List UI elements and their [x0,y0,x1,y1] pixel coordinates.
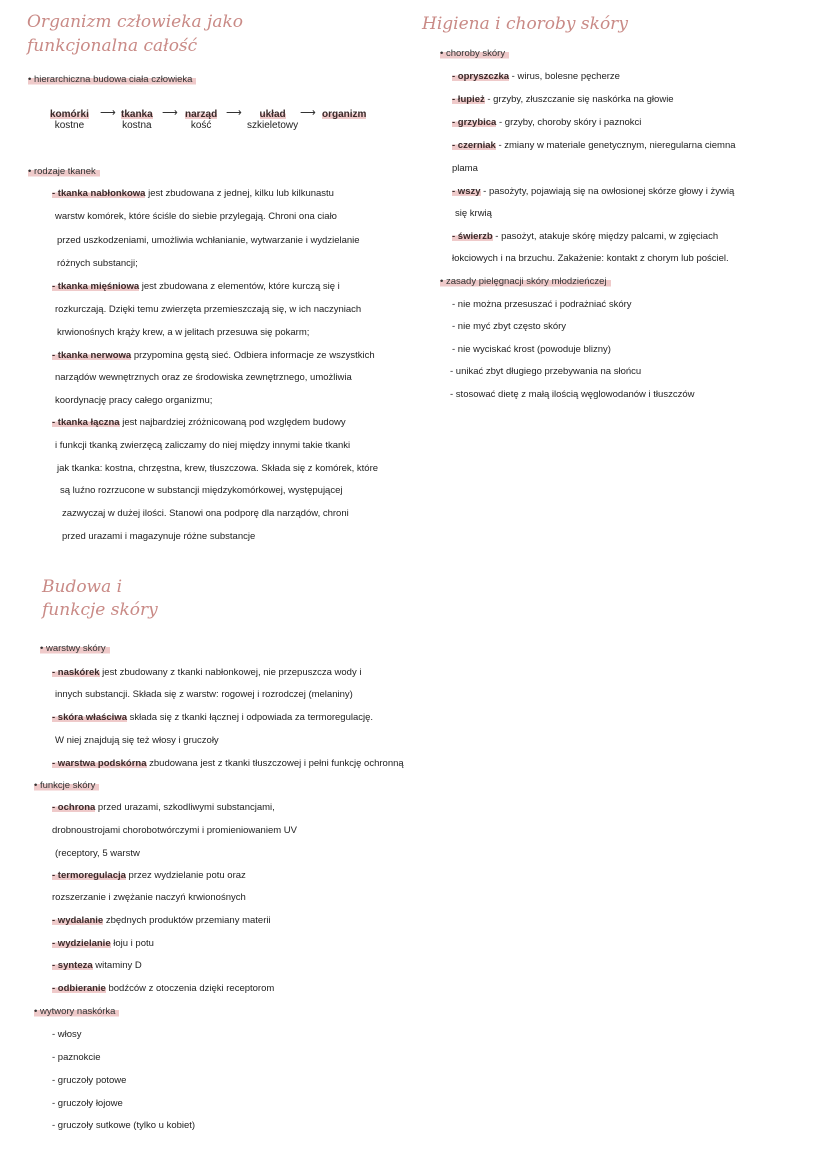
line-text: - nie myć zbyt często skóry [452,321,567,332]
section-title-organism-2: funkcjonalna całość [27,36,198,56]
highlighted-term: - czerniak [452,140,496,151]
note-line [450,366,641,378]
line-text: - stosować dietę z małą ilością węglowodanów i tłuszczów [450,389,695,400]
line-text: przypomina gęstą sieć. Odbiera informacje ze wszystkich [131,350,375,361]
line-text: przez wydzielanie potu oraz [125,870,246,881]
note-line [55,372,352,384]
note-line [52,417,346,429]
diagram-node: narząd [185,109,218,120]
highlighted-term: - wszy [452,186,481,197]
line-text: łoju i potu [110,938,154,949]
line-text: przed uszkodzeniami, umożliwia wchłanianie, wytwarzanie i wydzielanie [57,235,360,246]
line-text: jest zbudowana z jednej, kilku lub kilkunastu [145,188,334,199]
note-line [52,825,297,837]
arrow-icon: ⟶ [300,107,316,119]
heading-diseases: • choroby skóry [440,48,509,59]
note-line [452,163,478,175]
line-text: się krwią [455,208,492,219]
line-text: narządów wewnętrznych oraz ze środowiska zewnętrznego, umożliwia [55,372,352,383]
highlighted-term: - tkanka nerwowa [52,350,132,361]
line-text: rozkurczają. Dzięki temu zwierzęta przemieszczają się, w ich naczyniach [55,304,362,315]
line-text: - unikać zbyt długiego przebywania na słońcu [450,366,642,377]
note-line [55,304,361,316]
diagram-sub: kość [190,120,212,131]
heading-hierarchy: • hierarchiczna budowa ciała człowieka [28,74,196,85]
section-title-hygiene: Higiena i choroby skóry [422,14,628,34]
note-line [52,712,373,724]
line-text: plama [452,163,478,174]
line-text: są luźno rozrzucone w substancji międzykomórkowej, występującej [60,485,343,496]
highlighted-term: - opryszczka [452,71,510,82]
line-text: warstw komórek, które ściśle do siebie przylegają. Chroni ona ciało [55,211,337,222]
note-line [55,395,212,407]
note-line [55,735,219,747]
line-text: i funkcji tkanką zwierzęcą zaliczamy do niej między innymi takie tkanki [55,440,351,451]
heading-care: • zasady pielęgnacji skóry młodzieńczej [440,276,611,287]
line-text: krwionośnych krąży krew, a w jelitach przesuwa się pokarm; [57,327,310,338]
note-line [452,117,641,129]
note-line [452,299,632,311]
line-text: koordynację pracy całego organizmu; [55,395,213,406]
highlighted-term: - świerzb [452,231,493,242]
line-text: innych substancji. Składa się z warstw: rogowej i rozrodczej (melaniny) [55,689,353,700]
note-line [452,321,566,333]
highlighted-term: - termoregulacja [52,870,126,881]
highlighted-term: - tkanka łączna [52,417,120,428]
note-line [52,1052,101,1064]
line-text: zazwyczaj w dużej ilości. Stanowi ona podporę dla narządów, chroni [62,508,349,519]
line-text: - gruczoły łojowe [52,1098,123,1109]
note-line [452,94,674,106]
highlighted-term: - synteza [52,960,93,971]
heading-tissues: • rodzaje tkanek [28,166,100,177]
highlighted-term: - ochrona [52,802,96,813]
line-text: przed urazami, szkodliwymi substancjami, [95,802,275,813]
line-text: jak tkanka: kostna, chrzęstna, krew, tłuszczowa. Składa się z komórek, które [57,463,379,474]
line-text: (receptory, 5 warstw [55,848,140,859]
highlighted-term: - wydalanie [52,915,104,926]
highlighted-term: - skóra właściwa [52,712,127,723]
note-line [55,440,350,452]
note-line [52,1075,126,1087]
diagram-node: tkanka [121,109,153,120]
heading-functions: • funkcje skóry [34,780,99,791]
note-line [52,350,375,362]
diagram-sub: szkieletowy [247,120,299,131]
line-text: witaminy D [92,960,142,971]
note-line [55,848,140,860]
highlighted-term: - wydzielanie [52,938,111,949]
note-line [52,938,154,950]
note-line [62,508,349,520]
note-line [52,1120,195,1132]
diagram-sub: kostne [54,120,85,131]
highlighted-term: - naskórek [52,667,100,678]
note-line [60,485,342,497]
highlighted-term: - tkanka nabłonkowa [52,188,146,199]
section-title-skin: Budowa i [42,577,123,597]
highlighted-term: - łupież [452,94,485,105]
line-text: różnych substancji; [57,258,138,269]
note-line [52,960,142,972]
line-text: - nie można przesuszać i podrażniać skóry [452,299,632,310]
diagram-node: komórki [50,109,89,120]
arrow-icon: ⟶ [226,107,242,119]
note-line [452,186,734,198]
note-line [52,1029,82,1041]
line-text: - grzyby, choroby skóry i paznokci [496,117,642,128]
note-line [452,253,729,265]
line-text: drobnoustrojami chorobotwórczymi i promieniowaniem UV [52,825,297,836]
note-line [452,140,736,152]
note-line [52,892,246,904]
note-line [452,71,620,83]
diagram-node: organizm [322,109,367,120]
line-text: zbędnych produktów przemiany materii [103,915,271,926]
note-line [57,235,360,247]
line-text: - paznokcie [52,1052,101,1063]
line-text: - pasożyty, pojawiają się na owłosionej skórze głowy i żywią [480,186,735,197]
note-line [57,258,138,270]
line-text: - grzyby, złuszczanie się naskórka na głowie [484,94,674,105]
line-text: - nie wyciskać krost (powoduje blizny) [452,344,611,355]
line-text: - gruczoły sutkowe (tylko u kobiet) [52,1120,196,1131]
note-line [55,689,353,701]
note-line [452,231,718,243]
note-line [450,389,694,401]
line-text: zbudowana jest z tkanki tłuszczowej i pełni funkcję ochronną [146,758,404,769]
diagram-node: układ [259,109,286,120]
highlighted-term: - grzybica [452,117,497,128]
note-line [52,758,404,770]
note-line [55,211,337,223]
note-line [57,327,309,339]
line-text: W niej znajdują się też włosy i gruczoły [55,735,219,746]
section-title-skin-2: funkcje skóry [42,600,158,620]
highlighted-term: - warstwa podskórna [52,758,147,769]
note-line [52,667,361,679]
note-line [52,281,340,293]
line-text: rozszerzanie i zwężanie naczyń krwionośnych [52,892,246,903]
highlighted-term: - tkanka mięśniowa [52,281,140,292]
line-text: łokciowych i na brzuchu. Zakażenie: kontakt z chorym lub pościel. [452,253,729,264]
line-text: - włosy [52,1029,82,1040]
line-text: jest najbardziej zróżnicowaną pod względem budowy [119,417,346,428]
diagram-sub: kostna [122,120,152,131]
note-line [62,531,255,543]
note-line [52,188,334,200]
line-text: - zmiany w materiale genetycznym, nieregularna ciemna [495,140,736,151]
note-line [52,802,275,814]
line-text: - pasożyt, atakuje skórę między palcami, w zgięciach [492,231,719,242]
heading-layers: • warstwy skóry [40,643,110,654]
heading-products: • wytwory naskórka [34,1006,119,1017]
arrow-icon: ⟶ [100,107,116,119]
note-line [455,208,492,220]
note-line [52,983,274,995]
section-title-organism: Organizm człowieka jako [27,12,244,32]
line-text: składa się z tkanki łącznej i odpowiada za termoregulację. [126,712,374,723]
line-text: przed urazami i magazynuje różne substancje [62,531,256,542]
note-line [452,344,611,356]
line-text: - gruczoły potowe [52,1075,127,1086]
note-line [57,463,378,475]
note-line [52,915,271,927]
line-text: jest zbudowany z tkanki nabłonkowej, nie przepuszcza wody i [99,667,362,678]
note-line [52,1098,123,1110]
arrow-icon: ⟶ [162,107,178,119]
highlighted-term: - odbieranie [52,983,106,994]
line-text: bodźców z otoczenia dzięki receptorom [105,983,275,994]
line-text: jest zbudowana z elementów, które kurczą się i [139,281,340,292]
note-line [52,870,246,882]
line-text: - wirus, bolesne pęcherze [509,71,620,82]
